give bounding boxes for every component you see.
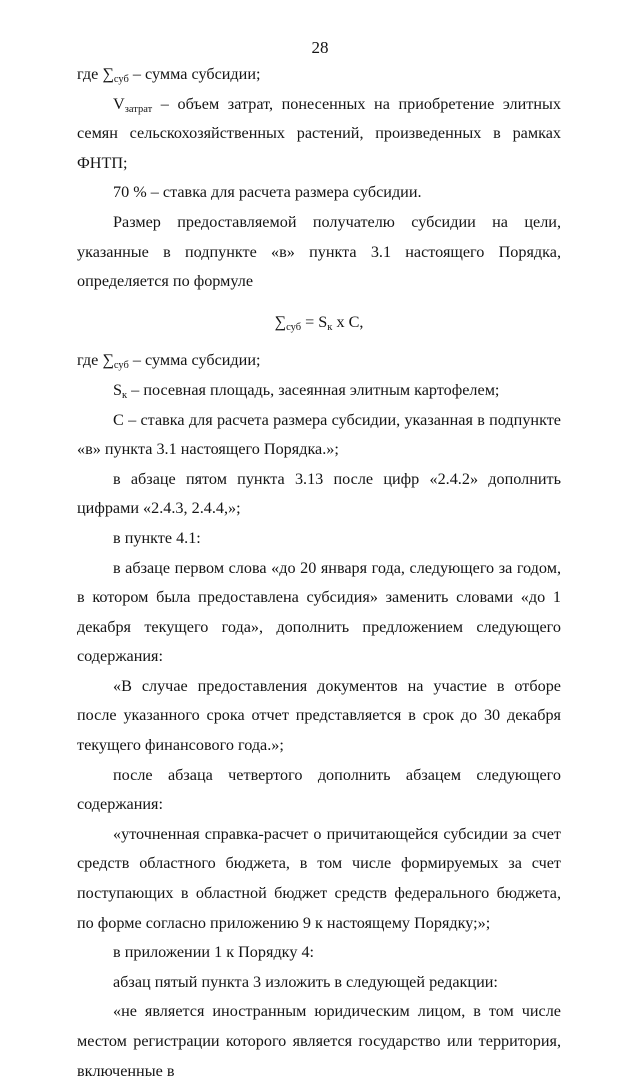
amendment-point-4-1: в пункте 4.1: — [113, 528, 201, 547]
amendment-point-3: абзац пятый пункта 3 изложить в следующей редакции: — [113, 972, 498, 991]
definition-cost-volume: $V_{затрат}$ – объем затрат, понесенных на приобретение элитных семян сельскохозяйственных растений, произведенных в рамках ФНТП; — [77, 94, 561, 172]
document-body — [77, 60, 561, 1086]
amendment-paragraph-3-13: в абзаце пятом пункта 3.13 после цифр «2.4.2» дополнить цифрами «2.4.3, 2.4.4,»; — [77, 469, 561, 518]
quoted-certificate-text: «уточненная справка-расчет о причитающейся субсидии за счет средств областного бюджета, в том числе формируемых за счет поступающих в областной бюджет средств федерального бюджета, по форме согласно приложению 9 к настоящему Порядку;»; — [77, 824, 561, 932]
subsidy-formula: $\sum_{суб} = S_к$ x C, — [274, 312, 364, 333]
definition-subsidy-sum-2: где $\sum_{суб}$ – сумма субсидии; — [77, 351, 261, 372]
quoted-foreign-entity-text: «не является иностранным юридическим лицом, в том числе местом регистрации которого является государство или территория, включенные в — [77, 1002, 561, 1080]
definition-subsidy-sum-1: где $\sum_{суб}$ – сумма субсидии; — [77, 65, 261, 85]
rate-paragraph: 70 % – ставка для расчета размера субсидии. — [113, 183, 422, 202]
amendment-fourth-paragraph: после абзаца четвертого дополнить абзацем следующего содержания: — [77, 765, 561, 814]
formula-intro-paragraph: Размер предоставляемой получателю субсидии на цели, указанные в подпункте «в» пункта 3.1 настоящего Порядка, определяется по формуле — [77, 212, 561, 291]
page-number: 28 — [311, 38, 329, 57]
sum-symbol: ∑ — [102, 65, 114, 83]
definition-sown-area: $S_к$ – посевная площадь, засеянная элитным картофелем; — [113, 380, 500, 401]
quoted-sentence: «В случае предоставления документов на участие в отборе после указанного срока отчет представляется в срок до 30 декабря текущего финансового года.»; — [77, 676, 561, 755]
amendment-first-paragraph: в абзаце первом слова «до 20 января года, следующего за годом, в котором была предоставлена субсидия» заменить словами «до 1 декабря текущего года», дополнить предложением следующего содержания: — [77, 558, 561, 666]
amendment-appendix-1: в приложении 1 к Порядку 4: — [113, 943, 315, 962]
definition-rate: С – ставка для расчета размера субсидии, указанная в подпункте «в» пункта 3.1 настоящего Порядка.»; — [77, 410, 561, 459]
